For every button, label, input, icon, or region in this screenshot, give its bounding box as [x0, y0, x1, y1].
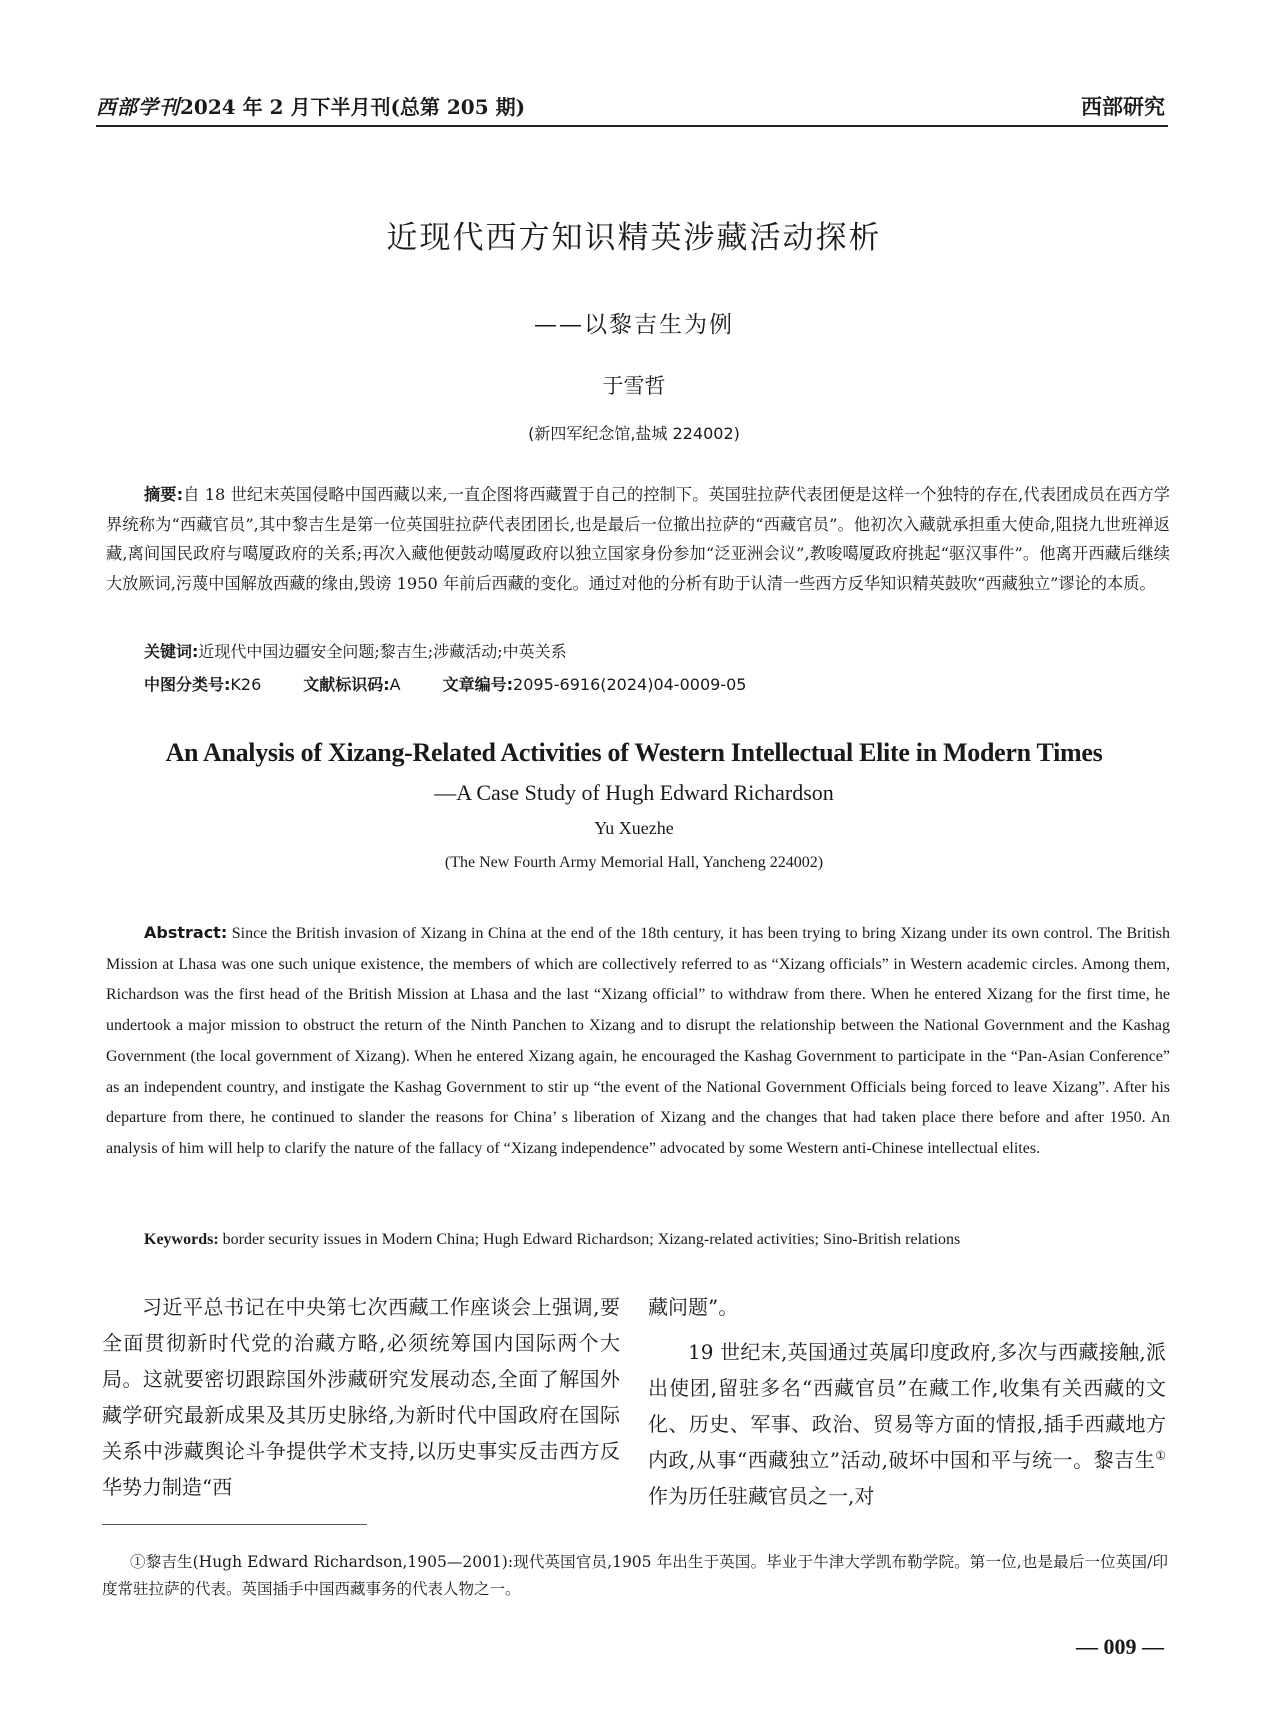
- en-keywords-text: border security issues in Modern China; Hugh Edward Richardson; Xizang-related activities; Sino-British relations: [222, 1231, 961, 1248]
- body-column-left: [102, 1289, 620, 1505]
- en-keywords-label: Keywords:: [144, 1231, 219, 1248]
- journal-logo: 西部学刊: [96, 95, 180, 119]
- header-rule: [96, 125, 1168, 127]
- section-name: 西部研究: [1081, 95, 1165, 119]
- en-author: Yu Xuezhe: [594, 818, 674, 838]
- doc-code-value: A: [389, 675, 401, 694]
- en-abstract: [106, 918, 1170, 1165]
- cn-title: 近现代西方知识精英涉藏活动探析: [386, 220, 882, 256]
- article-no-value: 2095-6916(2024)04-0009-05: [513, 675, 747, 694]
- cn-abstract-text: 自 18 世纪末英国侵略中国西藏以来,一直企图将西藏置于自己的控制下。英国驻拉萨代表团便是这样一个独特的存在,代表团成员在西方学界统称为“西藏官员”,其中黎吉生是第一位英国驻拉萨代表团团长,也是最后一位撤出拉萨的“西藏官员”。他初次入藏就承担重大使命,阻挠九世班禅返藏,离间国民政府与噶厦政府的关系;再次入藏他便鼓动噶厦政府以独立国家身份参加“泛亚洲会议”,教唆噶厦政府挑起“驱汉事件”。他离开西藏后继续大放厥词,污蔑中国解放西藏的缘由,毁谤 1950 年前后西藏的变化。通过对他的分析有助于认清一些西方反华知识精英鼓吹“西藏独立”谬论的本质。: [106, 485, 1170, 593]
- cn-keywords-label: 关键词:: [144, 642, 199, 661]
- en-affiliation: (The New Fourth Army Memorial Hall, Yancheng 224002): [444, 854, 824, 871]
- cn-abstract-label: 摘要:: [144, 485, 184, 504]
- en-abstract-label: Abstract:: [144, 923, 228, 942]
- cn-keywords: [144, 639, 567, 662]
- cn-keywords-text: 近现代中国边疆安全问题;黎吉生;涉藏活动;中英关系: [198, 642, 567, 661]
- classification-line: [144, 672, 746, 695]
- body-column-right: [648, 1289, 1166, 1514]
- en-keywords: [144, 1231, 960, 1249]
- issue-info: 2024 年 2 月下半月刊(总第 205 期): [180, 95, 526, 119]
- body-paragraph: [648, 1334, 1166, 1514]
- footnote: ①黎吉生(Hugh Edward Richardson,1905—2001):现代英国官员,1905 年出生于英国。毕业于牛津大学凯布勒学院。第一位,也是最后一位英国/印度常驻拉萨的代表。英国插手中国西藏事务的代表人物之一。: [102, 1553, 1168, 1598]
- cn-author: 于雪哲: [602, 374, 666, 398]
- journal-header: [96, 91, 525, 120]
- article-no-label: 文章编号:: [442, 675, 514, 694]
- clc-value: K26: [230, 675, 262, 694]
- en-subtitle: —A Case Study of Hugh Edward Richardson: [434, 780, 834, 805]
- body-text: 作为历任驻藏官员之一,对: [648, 1484, 875, 1508]
- cn-affiliation: (新四军纪念馆,盐城 224002): [528, 424, 740, 443]
- en-title: An Analysis of Xizang-Related Activities of Western Intellectual Elite in Modern Times: [165, 738, 1103, 767]
- clc-label: 中图分类号:: [144, 675, 231, 694]
- cn-abstract: [106, 480, 1170, 598]
- page-number: — 009 —: [1076, 1634, 1164, 1659]
- doc-code-label: 文献标识码:: [303, 675, 390, 694]
- body-text: 19 世纪末,英国通过英属印度政府,多次与西藏接触,派出使团,留驻多名“西藏官员”在藏工作,收集有关西藏的文化、历史、军事、政治、贸易等方面的情报,插手西藏地方内政,从事“西藏独立”活动,破坏中国和平与统一。黎吉生: [648, 1340, 1166, 1472]
- body-paragraph: 习近平总书记在中央第七次西藏工作座谈会上强调,要全面贯彻新时代党的治藏方略,必须统筹国内国际两个大局。这就要密切跟踪国外涉藏研究发展动态,全面了解国外藏学研究最新成果及其历史脉络,为新时代中国政府在国际关系中涉藏舆论斗争提供学术支持,以历史事实反击西方反华势力制造“西: [102, 1295, 620, 1499]
- body-paragraph-continued: 藏问题”。: [648, 1295, 739, 1319]
- footnote-marker[interactable]: ①: [1155, 1448, 1166, 1463]
- cn-subtitle: ——以黎吉生为例: [534, 312, 734, 338]
- en-abstract-text: Since the British invasion of Xizang in China at the end of the 18th century, it has been trying to bring Xizang under its own control. The British Mission at Lhasa was one such unique existence, the members of which are collectively referred to as “Xizang officials” in Western academic circles. Among them, Richardson was the first head of the British Mission at Lhasa and the last “Xizang official” to withdraw from there. When he entered Xizang for the first time, he undertook a major mission to obstruct the return of the Ninth Panchen to Xizang and to disrupt the relationship between the National Government and the Kashag Government (the local government of Xizang). When he entered Xizang again, he encouraged the Kashag Government to participate in the “Pan-Asian Conference” as an independent country, and instigate the Kashag Government to stir up “the event of the National Government Officials being forced to leave Xizang”. After his departure from there, he continued to slander the reasons for China’ s liberation of Xizang and the changes that had taken place there before and after 1950. An analysis of him will help to clarify the nature of the fallacy of “Xizang independence” advocated by some Western anti-Chinese intellectual elites.: [106, 925, 1171, 1157]
- footnote-rule: [102, 1524, 367, 1525]
